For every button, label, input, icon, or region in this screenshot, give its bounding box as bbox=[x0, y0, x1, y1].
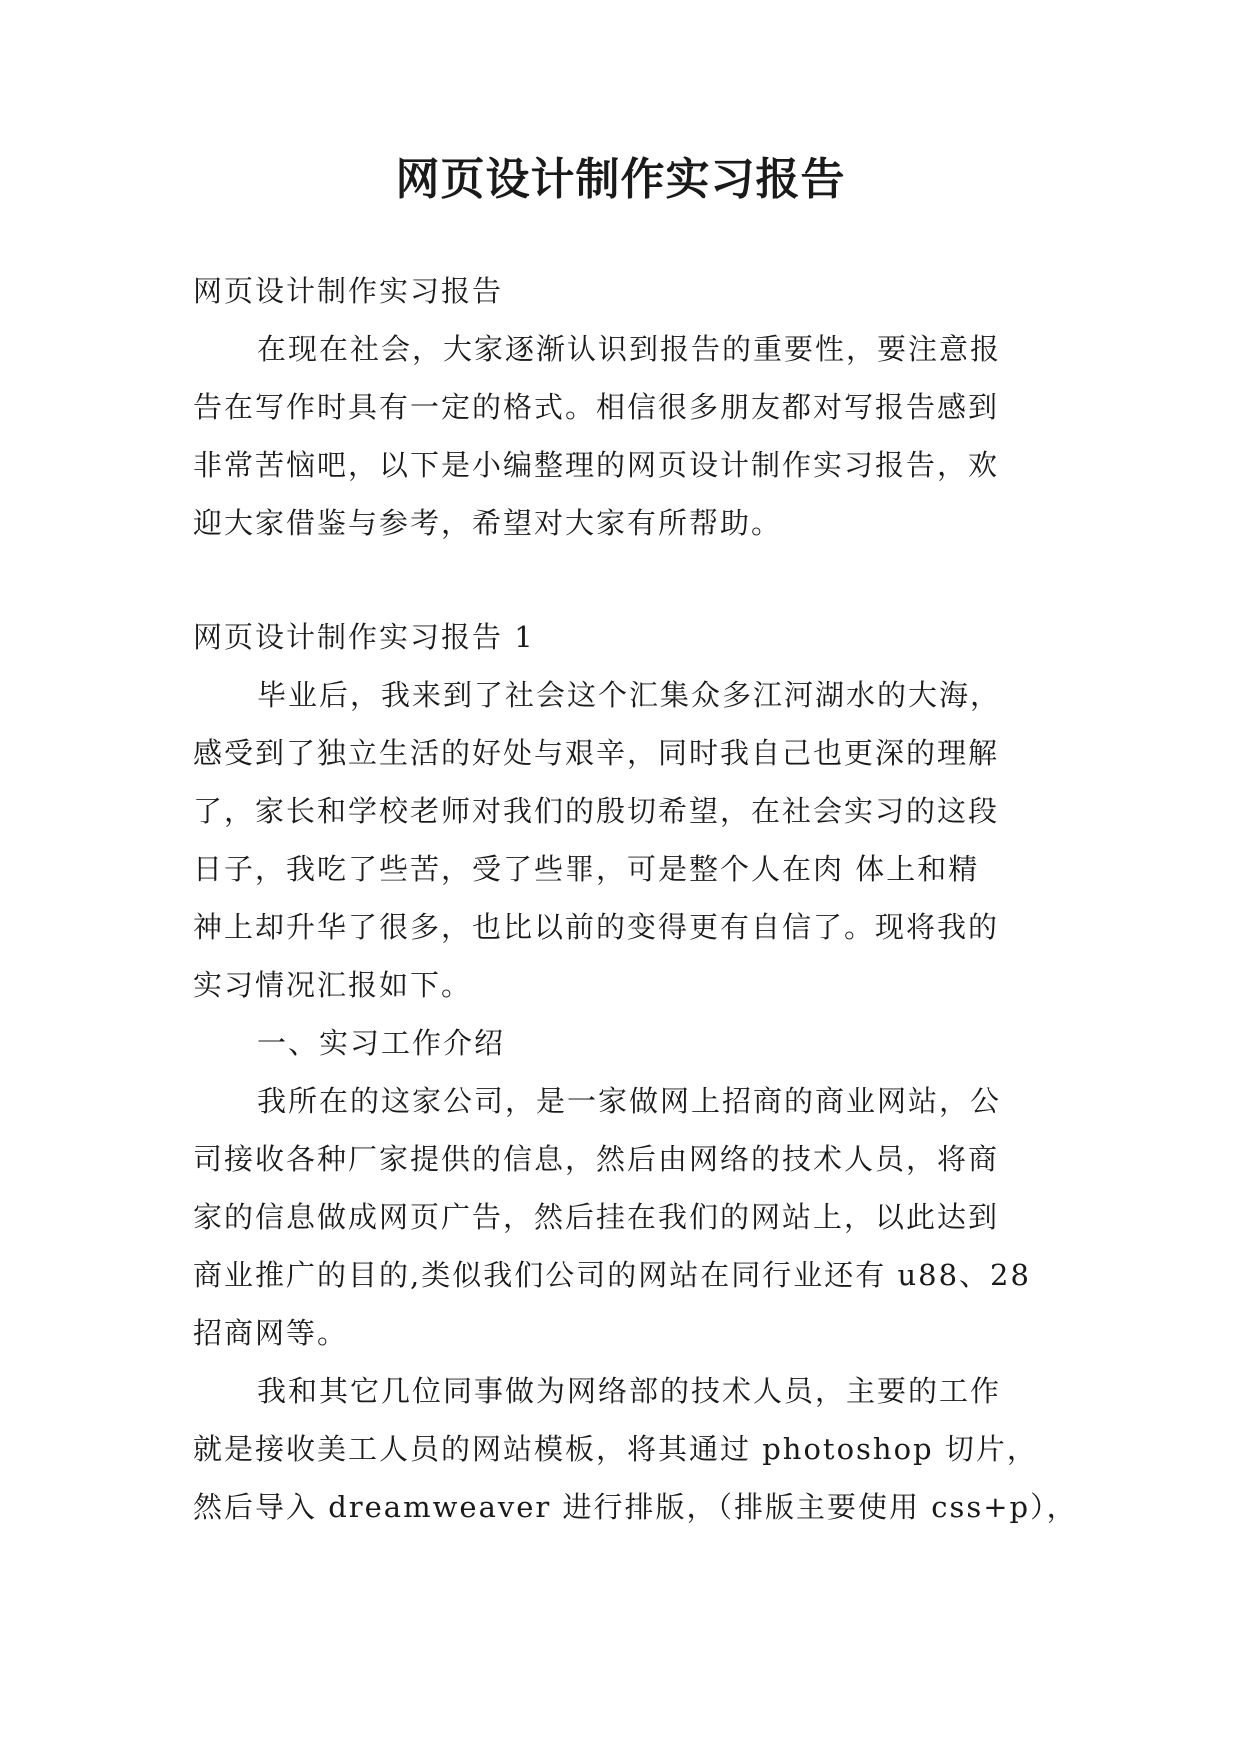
section-paragraph bbox=[193, 1072, 1055, 1362]
text-line: 神上却升华了很多，也比以前的变得更有自信了。现将我的 bbox=[193, 910, 1000, 944]
text-line: 在现在社会，大家逐渐认识到报告的重要性，要注意报 bbox=[257, 332, 1002, 366]
text-line: 告在写作时具有一定的格式。相信很多朋友都对写报告感到 bbox=[193, 390, 1000, 424]
text-line: 然后导入 dreamweaver 进行排版，（排版主要使用 css+p）， bbox=[193, 1490, 1078, 1524]
intro-paragraph bbox=[193, 320, 1055, 552]
document-title: 网页设计制作实习报告 bbox=[395, 154, 846, 205]
text-line: 非常苦恼吧，以下是小编整理的网页设计制作实习报告，欢 bbox=[193, 448, 1000, 482]
text-line: 商业推广的目的,类似我们公司的网站在同行业还有 u88、28 bbox=[193, 1258, 1031, 1292]
text-line: 家的信息做成网页广告，然后挂在我们的网站上，以此达到 bbox=[193, 1200, 1000, 1234]
text-line: 了，家长和学校老师对我们的殷切希望，在社会实习的这段 bbox=[193, 794, 1000, 828]
subsection-heading bbox=[193, 1014, 1055, 1072]
text-line: 我和其它几位同事做为网络部的技术人员，主要的工作 bbox=[257, 1374, 1002, 1408]
section-paragraph bbox=[193, 666, 1055, 1014]
text-line: 司接收各种厂家提供的信息，然后由网络的技术人员，将商 bbox=[193, 1142, 1000, 1176]
text-line: 一、实习工作介绍 bbox=[257, 1026, 506, 1060]
text-line: 实习情况汇报如下。 bbox=[193, 968, 473, 1002]
text-line: 我所在的这家公司，是一家做网上招商的商业网站，公 bbox=[257, 1084, 1002, 1118]
text-line: 毕业后，我来到了社会这个汇集众多江河湖水的大海， bbox=[257, 678, 1002, 712]
text-line: 就是接收美工人员的网站模板，将其通过 photoshop 切片， bbox=[193, 1432, 1038, 1466]
text-line: 招商网等。 bbox=[193, 1316, 349, 1350]
intro-heading: 网页设计制作实习报告 bbox=[193, 274, 504, 308]
section-heading: 网页设计制作实习报告 1 bbox=[193, 620, 535, 654]
text-line: 日子，我吃了些苦，受了些罪，可是整个人在肉 体上和精 bbox=[193, 852, 980, 886]
text-line: 感受到了独立生活的好处与艰辛，同时我自己也更深的理解 bbox=[193, 736, 1000, 770]
section-paragraph bbox=[193, 1362, 1078, 1536]
text-line: 迎大家借鉴与参考，希望对大家有所帮助。 bbox=[193, 506, 783, 540]
